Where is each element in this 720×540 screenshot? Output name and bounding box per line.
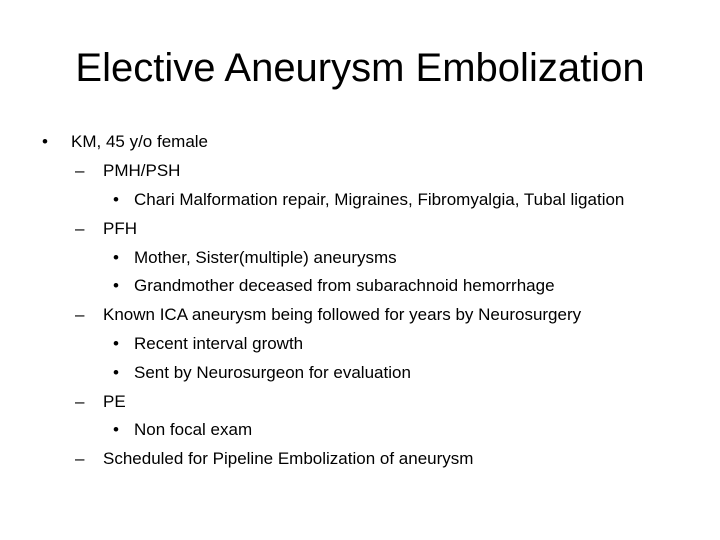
bullet-known-ica: Known ICA aneurysm being followed for years by Neurosurgery xyxy=(103,305,582,324)
dash-marker: – xyxy=(75,392,85,411)
bullet-ica-detail-2: Sent by Neurosurgeon for evaluation xyxy=(134,363,411,382)
bullet-marker: • xyxy=(113,276,119,295)
bullet-marker: • xyxy=(113,248,119,267)
bullet-pfh-detail-2: Grandmother deceased from subarachnoid hemorrhage xyxy=(134,276,555,295)
dash-marker: – xyxy=(75,161,85,180)
bullet-pfh: PFH xyxy=(103,219,137,238)
bullet-marker: • xyxy=(113,334,119,353)
bullet-scheduled: Scheduled for Pipeline Embolization of aneurysm xyxy=(103,449,474,468)
bullet-ica-detail-1: Recent interval growth xyxy=(134,334,304,353)
dash-marker: – xyxy=(75,219,85,238)
bullet-marker: • xyxy=(113,363,119,382)
bullet-pmh-detail: Chari Malformation repair, Migraines, Fibromyalgia, Tubal ligation xyxy=(134,190,625,209)
bullet-marker: • xyxy=(113,190,119,209)
bullet-pfh-detail-1: Mother, Sister(multiple) aneurysms xyxy=(134,248,397,267)
bullet-pe-detail: Non focal exam xyxy=(134,420,253,439)
slide-title: Elective Aneurysm Embolization xyxy=(75,46,645,90)
bullet-marker: • xyxy=(113,420,119,439)
dash-marker: – xyxy=(75,305,85,324)
bullet-pmh-psh: PMH/PSH xyxy=(103,161,181,180)
bullet-patient: KM, 45 y/o female xyxy=(71,132,209,151)
dash-marker: – xyxy=(75,449,85,468)
bullet-marker: • xyxy=(42,132,48,151)
bullet-pe: PE xyxy=(103,392,126,411)
